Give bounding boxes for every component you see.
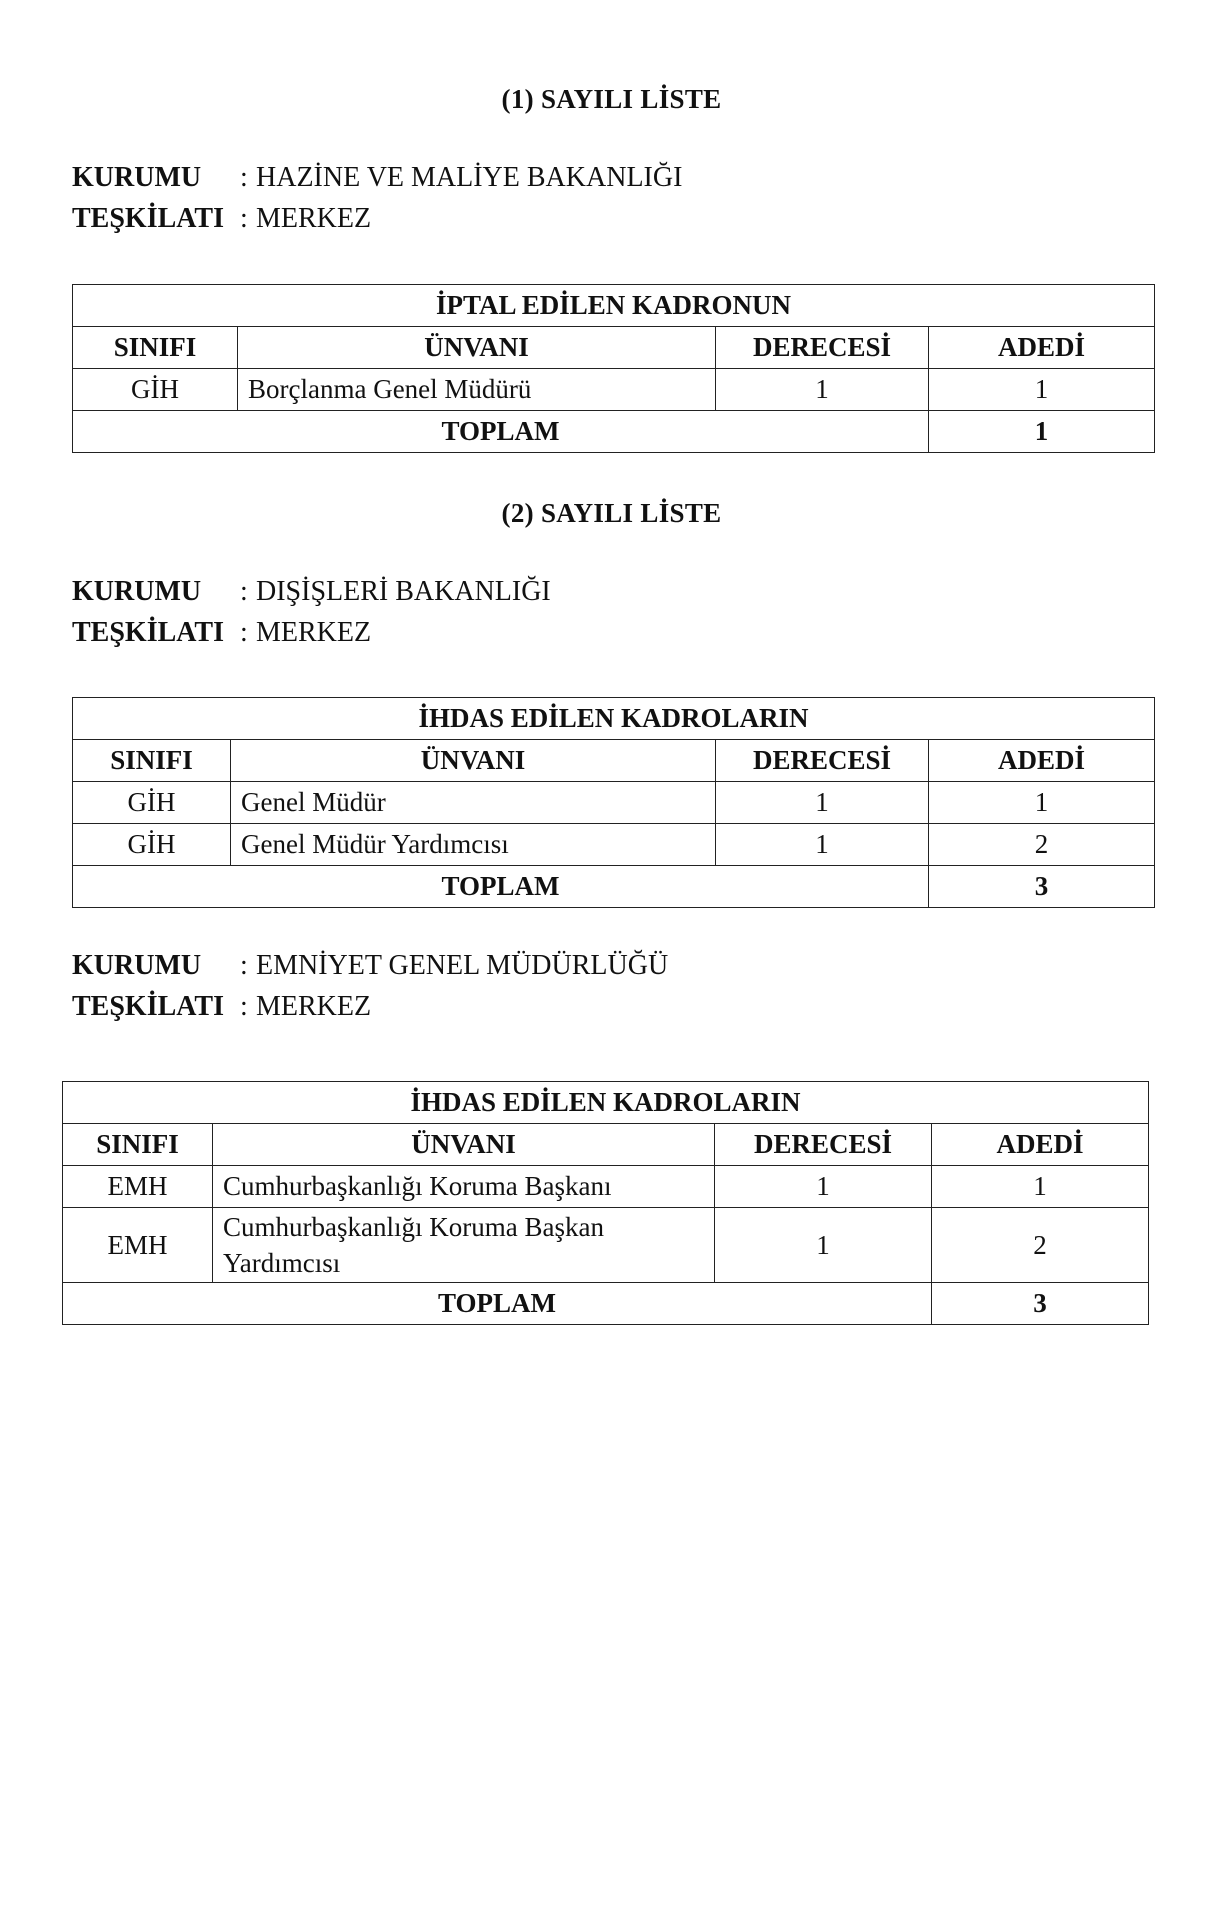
cell-unvani: Borçlanma Genel Müdürü xyxy=(238,369,716,411)
list-1-heading: (1) SAYILI LİSTE xyxy=(501,84,722,114)
total-value: 3 xyxy=(932,1283,1149,1325)
teskilati-value: MERKEZ xyxy=(256,991,372,1022)
colon: : xyxy=(240,950,248,981)
cell-adedi: 2 xyxy=(929,824,1155,866)
table-row xyxy=(73,824,1155,866)
cell-adedi: 1 xyxy=(932,1166,1149,1208)
teskilati-label: TEŞKİLATI xyxy=(72,203,224,234)
teskilati-value: MERKEZ xyxy=(256,203,372,234)
header-unvani: ÜNVANI xyxy=(231,740,716,782)
table-total-row xyxy=(73,411,1155,453)
table-row xyxy=(73,782,1155,824)
cell-adedi: 1 xyxy=(929,369,1155,411)
header-adedi: ADEDİ xyxy=(929,327,1155,369)
header-derecesi: DERECESİ xyxy=(716,327,929,369)
kurumu-label: KURUMU xyxy=(72,576,202,607)
total-value: 3 xyxy=(929,866,1155,908)
cell-derecesi: 1 xyxy=(715,1166,932,1208)
total-value: 1 xyxy=(929,411,1155,453)
header-sinifi: SINIFI xyxy=(73,740,231,782)
table-row xyxy=(63,1208,1149,1283)
table-title-row xyxy=(63,1082,1149,1124)
kurumu-value: DIŞİŞLERİ BAKANLIĞI xyxy=(256,576,551,607)
table-row xyxy=(73,369,1155,411)
cell-unvani: Cumhurbaşkanlığı Koruma Başkanı xyxy=(213,1166,715,1208)
cell-unvani: Cumhurbaşkanlığı Koruma Başkan Yardımcısı xyxy=(213,1208,715,1283)
cancelled-positions-table xyxy=(72,284,1155,453)
table-title-row xyxy=(73,285,1155,327)
cell-sinifi: GİH xyxy=(73,782,231,824)
kurumu-line-2 xyxy=(72,576,551,608)
teskilati-line-3 xyxy=(72,991,371,1023)
created-positions-table-2 xyxy=(62,1081,1149,1325)
colon: : xyxy=(240,203,248,234)
cell-sinifi: GİH xyxy=(73,369,238,411)
kurumu-label: KURUMU xyxy=(72,162,202,193)
table-title: İPTAL EDİLEN KADRONUN xyxy=(73,285,1155,327)
kurumu-line-1 xyxy=(72,162,682,194)
cell-derecesi: 1 xyxy=(716,824,929,866)
kurumu-value: HAZİNE VE MALİYE BAKANLIĞI xyxy=(256,162,683,193)
header-derecesi: DERECESİ xyxy=(715,1124,932,1166)
cell-adedi: 2 xyxy=(932,1208,1149,1283)
teskilati-value: MERKEZ xyxy=(256,617,372,648)
table-title: İHDAS EDİLEN KADROLARIN xyxy=(63,1082,1149,1124)
teskilati-line-1 xyxy=(72,203,371,235)
header-unvani: ÜNVANI xyxy=(213,1124,715,1166)
header-derecesi: DERECESİ xyxy=(716,740,929,782)
list-2-heading: (2) SAYILI LİSTE xyxy=(501,498,722,528)
teskilati-line-2 xyxy=(72,617,371,649)
header-adedi: ADEDİ xyxy=(929,740,1155,782)
table-total-row xyxy=(73,866,1155,908)
table-header-row xyxy=(63,1124,1149,1166)
cell-derecesi: 1 xyxy=(715,1208,932,1283)
header-adedi: ADEDİ xyxy=(932,1124,1149,1166)
header-unvani: ÜNVANI xyxy=(238,327,716,369)
cell-derecesi: 1 xyxy=(716,782,929,824)
cell-unvani: Genel Müdür Yardımcısı xyxy=(231,824,716,866)
colon: : xyxy=(240,991,248,1022)
cell-sinifi: EMH xyxy=(63,1208,213,1283)
created-positions-table-1 xyxy=(72,697,1155,908)
total-label: TOPLAM xyxy=(73,411,929,453)
colon: : xyxy=(240,617,248,648)
total-label: TOPLAM xyxy=(73,866,929,908)
cell-unvani: Genel Müdür xyxy=(231,782,716,824)
colon: : xyxy=(240,162,248,193)
table-row xyxy=(63,1166,1149,1208)
cell-adedi: 1 xyxy=(929,782,1155,824)
table-title: İHDAS EDİLEN KADROLARIN xyxy=(73,698,1155,740)
colon: : xyxy=(240,576,248,607)
header-sinifi: SINIFI xyxy=(63,1124,213,1166)
teskilati-label: TEŞKİLATI xyxy=(72,617,224,648)
kurumu-line-3 xyxy=(72,950,668,982)
kurumu-label: KURUMU xyxy=(72,950,202,981)
table-header-row xyxy=(73,327,1155,369)
cell-derecesi: 1 xyxy=(716,369,929,411)
cell-sinifi: GİH xyxy=(73,824,231,866)
total-label: TOPLAM xyxy=(63,1283,932,1325)
table-total-row xyxy=(63,1283,1149,1325)
cell-sinifi: EMH xyxy=(63,1166,213,1208)
teskilati-label: TEŞKİLATI xyxy=(72,991,224,1022)
table-header-row xyxy=(73,740,1155,782)
table-title-row xyxy=(73,698,1155,740)
header-sinifi: SINIFI xyxy=(73,327,238,369)
kurumu-value: EMNİYET GENEL MÜDÜRLÜĞÜ xyxy=(256,950,669,981)
